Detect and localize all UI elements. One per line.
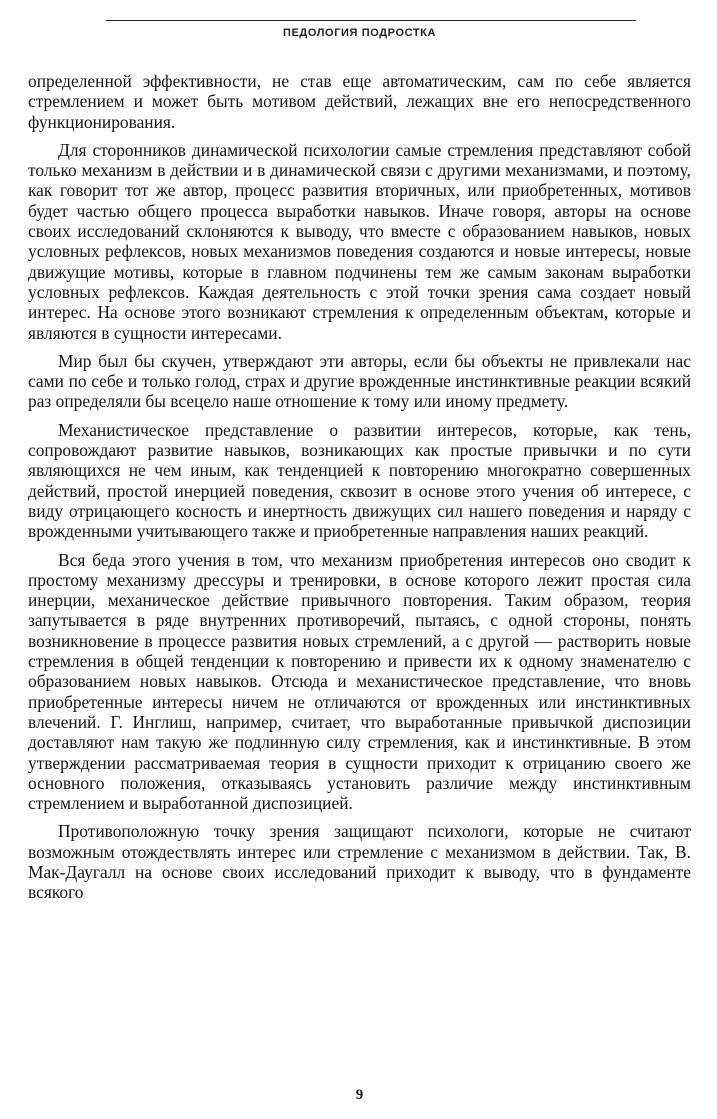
paragraph: Вся беда этого учения в том, что механизм приобретения интересов оно сводит к простому механизму дрессуры и тренировки, в основе которого лежит простая сила инерции, механическое действие привычного повторения. Таким образом, теория запутывается в ряде внутренних противоречий, пытаясь, с одной стороны, понять возникновение в процессе развития новых стремлений, а с другой — растворить новые стремления в общей тенденции к повторению и привести их к одному знаменателю с образованием новых навыков. Отсюда и механистическое представление, что вновь приобретенные интересы ничем не отличаются от врожденных или инстинктивных влечений. Г. Инглиш, например, считает, что выработанные привычкой диспозиции доставляют нам такую же подлинную силу стремления, как и инстинктивные. В этом утверждении рассматриваемая теория в сущности приходит к отрицанию своего же основного положения, отказываясь установить различие между инстинктивным стремлением и выработанной диспозицией. bbox=[28, 549, 691, 814]
paragraph: Для сторонников динамической психологии самые стремления представляют собой только механизм в действии и в динамической связи с другими механизмами, и поэтому, как говорит тот же автор, процесс развития вторичных, или приобретенных, мотивов будет частью общего процесса выработки навыков. Иначе говоря, авторы на основе своих исследований склоняются к выводу, что вместе с образованием навыков, новых условных рефлексов, новых механизмов поведения создаются и новые интересы, новые движущие мотивы, которые в главном подчинены тем же самым законам выработки условных рефлексов. Каждая деятельность с этой точки зрения сама создает новый интерес. На основе этого возникают стремления к определенным объектам, которые и являются в сущности интересами. bbox=[28, 139, 691, 343]
page-header bbox=[28, 14, 691, 44]
page-number: 9 bbox=[355, 1087, 364, 1103]
paragraph: Механистическое представление о развитии интересов, которые, как тень, сопровождают развитие навыков, возникающих как простые привычки и по сути являющихся не чем иным, как тенденцией к повторению многократно совершенных действий, простой инерцией поведения, сквозит в основе этого учения об интересе, с виду отрицающего косность и инертность движущих сил нашего поведения и наряду с врожденными учитывающего также и приобретенные направления наших реакций. bbox=[28, 419, 691, 542]
body-text bbox=[28, 71, 691, 903]
book-page bbox=[28, 14, 691, 1104]
running-title: ПЕДОЛОГИЯ ПОДРОСТКА bbox=[282, 27, 437, 39]
paragraph: Мир был бы скучен, утверждают эти авторы, если бы объекты не привлекали нас сами по себе и только голод, страх и другие врожденные инстинктивные реакции всякий раз определяли бы всецело наше отношение к тому или иному предмету. bbox=[28, 350, 691, 412]
paragraph: Противоположную точку зрения защищают психологи, которые не считают возможным отождествлять интерес или стремление с механизмом в действии. Так, В. Мак-Даугалл на основе своих исследований приходит к выводу, что в фундаменте всякого bbox=[28, 821, 691, 903]
paragraph-continued: определенной эффективности, не став еще автоматическим, сам по себе является стремлением и может быть мотивом действий, лежащих вне его непосредственного функционирования. bbox=[28, 71, 691, 132]
header-rule bbox=[106, 20, 636, 21]
